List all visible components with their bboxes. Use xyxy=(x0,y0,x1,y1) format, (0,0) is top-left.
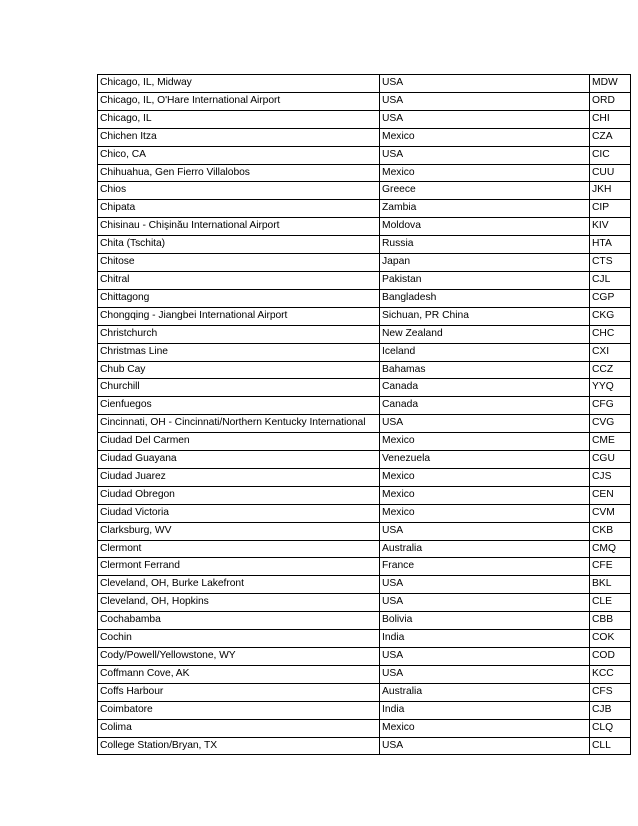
table-row xyxy=(98,665,631,683)
city-cell: Cienfuegos xyxy=(98,397,380,415)
country-cell: USA xyxy=(380,415,590,433)
city-cell: Coimbatore xyxy=(98,701,380,719)
country-cell: Moldova xyxy=(380,218,590,236)
table-row xyxy=(98,200,631,218)
city-cell: Chios xyxy=(98,182,380,200)
table-row xyxy=(98,719,631,737)
airport-code-cell: CZA xyxy=(590,128,631,146)
airport-code-cell: CVM xyxy=(590,504,631,522)
country-cell: Russia xyxy=(380,236,590,254)
city-cell: Chita (Tschita) xyxy=(98,236,380,254)
city-cell: Chicago, IL xyxy=(98,110,380,128)
city-cell: Colima xyxy=(98,719,380,737)
table-row xyxy=(98,630,631,648)
table-row xyxy=(98,236,631,254)
table-row xyxy=(98,128,631,146)
country-cell: Mexico xyxy=(380,504,590,522)
airport-code-cell: ORD xyxy=(590,92,631,110)
table-row xyxy=(98,254,631,272)
airport-code-cell: CXI xyxy=(590,343,631,361)
airport-code-cell: CHC xyxy=(590,325,631,343)
airport-code-cell: CLQ xyxy=(590,719,631,737)
city-cell: Christmas Line xyxy=(98,343,380,361)
airport-code-cell: KIV xyxy=(590,218,631,236)
country-cell: Mexico xyxy=(380,468,590,486)
table-row xyxy=(98,379,631,397)
table-row xyxy=(98,361,631,379)
airport-code-cell: CKG xyxy=(590,307,631,325)
airport-code-cell: CLE xyxy=(590,594,631,612)
airport-code-cell: CJL xyxy=(590,271,631,289)
country-cell: India xyxy=(380,701,590,719)
city-cell: Cochin xyxy=(98,630,380,648)
table-row xyxy=(98,433,631,451)
airport-code-cell: CCZ xyxy=(590,361,631,379)
country-cell: USA xyxy=(380,92,590,110)
airport-code-cell: CIP xyxy=(590,200,631,218)
airport-code-cell: CVG xyxy=(590,415,631,433)
airport-code-cell: CUU xyxy=(590,164,631,182)
country-cell: USA xyxy=(380,665,590,683)
city-cell: Ciudad Victoria xyxy=(98,504,380,522)
table-row xyxy=(98,343,631,361)
country-cell: Zambia xyxy=(380,200,590,218)
table-row xyxy=(98,612,631,630)
table-row xyxy=(98,468,631,486)
airport-code-cell: MDW xyxy=(590,75,631,93)
city-cell: Ciudad Juarez xyxy=(98,468,380,486)
country-cell: Pakistan xyxy=(380,271,590,289)
country-cell: Bahamas xyxy=(380,361,590,379)
airport-code-cell: CGU xyxy=(590,451,631,469)
table-row xyxy=(98,289,631,307)
city-cell: Ciudad Obregon xyxy=(98,486,380,504)
table-row xyxy=(98,218,631,236)
city-cell: Chicago, IL, Midway xyxy=(98,75,380,93)
table-row xyxy=(98,110,631,128)
city-cell: Chitral xyxy=(98,271,380,289)
country-cell: New Zealand xyxy=(380,325,590,343)
country-cell: Japan xyxy=(380,254,590,272)
city-cell: Cleveland, OH, Burke Lakefront xyxy=(98,576,380,594)
country-cell: Australia xyxy=(380,540,590,558)
table-row xyxy=(98,325,631,343)
country-cell: USA xyxy=(380,737,590,755)
city-cell: Ciudad Guayana xyxy=(98,451,380,469)
airport-code-cell: JKH xyxy=(590,182,631,200)
city-cell: Coffs Harbour xyxy=(98,683,380,701)
country-cell: Canada xyxy=(380,397,590,415)
airport-code-cell: CGP xyxy=(590,289,631,307)
country-cell: USA xyxy=(380,576,590,594)
table-row xyxy=(98,415,631,433)
city-cell: Chitose xyxy=(98,254,380,272)
country-cell: USA xyxy=(380,594,590,612)
airport-code-cell: CFG xyxy=(590,397,631,415)
city-cell: Churchill xyxy=(98,379,380,397)
country-cell: Bangladesh xyxy=(380,289,590,307)
city-cell: Chub Cay xyxy=(98,361,380,379)
country-cell: Greece xyxy=(380,182,590,200)
table-row xyxy=(98,146,631,164)
city-cell: Cody/Powell/Yellowstone, WY xyxy=(98,648,380,666)
country-cell: Mexico xyxy=(380,486,590,504)
city-cell: Ciudad Del Carmen xyxy=(98,433,380,451)
airport-code-cell: YYQ xyxy=(590,379,631,397)
city-cell: Chittagong xyxy=(98,289,380,307)
airport-code-cell: CEN xyxy=(590,486,631,504)
table-row xyxy=(98,451,631,469)
airport-code-cell: CTS xyxy=(590,254,631,272)
table-row xyxy=(98,522,631,540)
city-cell: Chihuahua, Gen Fierro Villalobos xyxy=(98,164,380,182)
city-cell: Chichen Itza xyxy=(98,128,380,146)
airport-code-cell: CJB xyxy=(590,701,631,719)
airport-code-cell: BKL xyxy=(590,576,631,594)
city-cell: Cochabamba xyxy=(98,612,380,630)
country-cell: France xyxy=(380,558,590,576)
airport-code-cell: HTA xyxy=(590,236,631,254)
airport-code-cell: COD xyxy=(590,648,631,666)
table-row xyxy=(98,594,631,612)
airport-code-cell: CHI xyxy=(590,110,631,128)
country-cell: USA xyxy=(380,110,590,128)
table-row xyxy=(98,504,631,522)
country-cell: USA xyxy=(380,648,590,666)
city-cell: Chisinau - Chişinău International Airport xyxy=(98,218,380,236)
airport-code-cell: CLL xyxy=(590,737,631,755)
table-body xyxy=(98,75,631,755)
city-cell: College Station/Bryan, TX xyxy=(98,737,380,755)
airport-codes-table xyxy=(97,74,631,755)
country-cell: India xyxy=(380,630,590,648)
city-cell: Clermont xyxy=(98,540,380,558)
table-row xyxy=(98,271,631,289)
country-cell: Iceland xyxy=(380,343,590,361)
country-cell: Australia xyxy=(380,683,590,701)
country-cell: Mexico xyxy=(380,719,590,737)
airport-code-cell: CMQ xyxy=(590,540,631,558)
city-cell: Clermont Ferrand xyxy=(98,558,380,576)
country-cell: Mexico xyxy=(380,433,590,451)
country-cell: Venezuela xyxy=(380,451,590,469)
country-cell: Bolivia xyxy=(380,612,590,630)
city-cell: Cleveland, OH, Hopkins xyxy=(98,594,380,612)
airport-code-cell: KCC xyxy=(590,665,631,683)
city-cell: Chicago, IL, O'Hare International Airport xyxy=(98,92,380,110)
city-cell: Cincinnati, OH - Cincinnati/Northern Kentucky International xyxy=(98,415,380,433)
city-cell: Chongqing - Jiangbei International Airport xyxy=(98,307,380,325)
city-cell: Christchurch xyxy=(98,325,380,343)
country-cell: USA xyxy=(380,75,590,93)
table-row xyxy=(98,486,631,504)
table-row xyxy=(98,540,631,558)
country-cell: USA xyxy=(380,522,590,540)
country-cell: Sichuan, PR China xyxy=(380,307,590,325)
table-row xyxy=(98,648,631,666)
airport-code-cell: CJS xyxy=(590,468,631,486)
table-row xyxy=(98,576,631,594)
table-row xyxy=(98,307,631,325)
airport-codes-page xyxy=(97,74,630,755)
airport-code-cell: CBB xyxy=(590,612,631,630)
country-cell: Mexico xyxy=(380,128,590,146)
airport-code-cell: CFS xyxy=(590,683,631,701)
table-row xyxy=(98,737,631,755)
country-cell: USA xyxy=(380,146,590,164)
city-cell: Coffmann Cove, AK xyxy=(98,665,380,683)
table-row xyxy=(98,75,631,93)
table-row xyxy=(98,164,631,182)
airport-code-cell: CFE xyxy=(590,558,631,576)
city-cell: Chipata xyxy=(98,200,380,218)
country-cell: Canada xyxy=(380,379,590,397)
airport-code-cell: COK xyxy=(590,630,631,648)
table-row xyxy=(98,92,631,110)
airport-code-cell: CME xyxy=(590,433,631,451)
airport-code-cell: CIC xyxy=(590,146,631,164)
table-row xyxy=(98,182,631,200)
table-row xyxy=(98,397,631,415)
table-row xyxy=(98,701,631,719)
country-cell: Mexico xyxy=(380,164,590,182)
city-cell: Clarksburg, WV xyxy=(98,522,380,540)
table-row xyxy=(98,558,631,576)
city-cell: Chico, CA xyxy=(98,146,380,164)
table-row xyxy=(98,683,631,701)
airport-code-cell: CKB xyxy=(590,522,631,540)
